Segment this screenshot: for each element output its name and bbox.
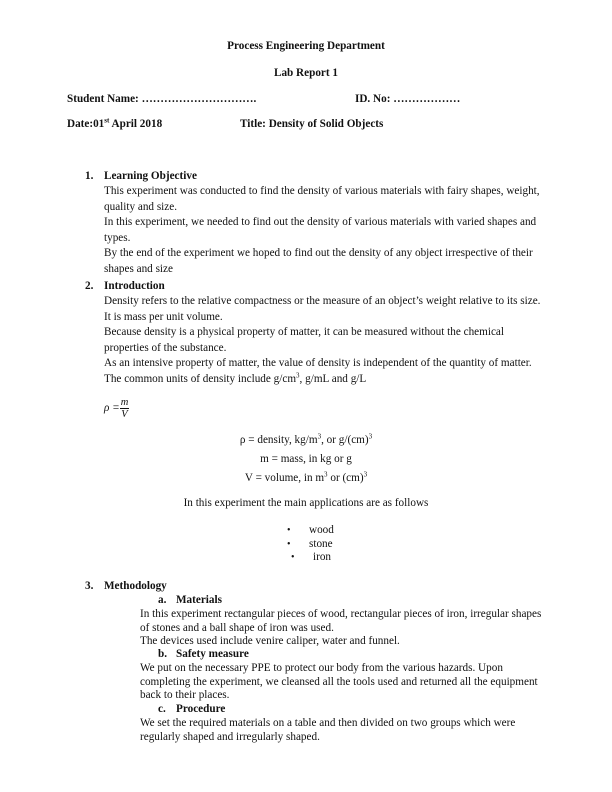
intro-unit-superscript: 3 xyxy=(296,371,300,380)
date-rest: April 2018 xyxy=(109,118,163,130)
formula-denominator: V xyxy=(121,409,128,420)
subsection-c-label: c. xyxy=(158,703,166,715)
intro-paragraph-3-end: , g/mL and g/L xyxy=(299,372,367,385)
definition-volume-text: V = volume, in m xyxy=(244,472,325,484)
subsection-b-label: b. xyxy=(158,648,168,660)
materials-paragraph-1: In this experiment rectangular pieces of wood, rectangular pieces of iron, irregular shapes of stones and a ball shape of iron was used. xyxy=(140,608,542,634)
definition-density xyxy=(0,434,612,446)
date-field xyxy=(67,118,162,130)
student-name-field: Student Name: …………………………. xyxy=(67,93,257,105)
formula-lhs: ρ = xyxy=(104,402,120,415)
definition-volume xyxy=(0,472,612,484)
experiment-title: Title: Density of Solid Objects xyxy=(240,118,384,130)
subsection-a-heading: Materials xyxy=(176,594,222,606)
id-number-field: ID. No: ……………… xyxy=(355,93,461,105)
materials-body xyxy=(140,608,544,649)
department-heading: Process Engineering Department xyxy=(227,40,385,52)
date-label: Date:01 xyxy=(67,118,105,130)
safety-body: We put on the necessary PPE to protect our body from the various hazards. Upon completing the experiment, we cleansed all the tools used and returned all the equipment back to their places. xyxy=(140,662,538,702)
section-3-number: 3. xyxy=(85,580,94,592)
applications-list xyxy=(309,524,334,565)
intro-paragraph-1: Density refers to the relative compactness or the measure of an object’s weight relative to its size. It is mass per unit volume. xyxy=(104,295,541,323)
objective-paragraph-3: By the end of the experiment we hoped to find out the density of any object irrespective of their shapes and size xyxy=(104,247,533,275)
section-2-heading: Introduction xyxy=(104,280,165,292)
date-suffix: st xyxy=(104,116,110,125)
definition-volume-alt: or (cm) xyxy=(327,472,364,484)
section-1-body xyxy=(104,184,544,278)
materials-paragraph-2: The devices used include venire caliper, water and funnel. xyxy=(140,635,400,648)
list-item: • iron xyxy=(313,551,338,565)
section-2-body xyxy=(104,294,544,388)
definition-density-text: ρ = density, kg/m xyxy=(239,434,318,446)
definition-volume-sup-1: 3 xyxy=(324,470,328,479)
report-title: Lab Report 1 xyxy=(273,67,339,79)
formula-fraction xyxy=(120,397,130,420)
definition-mass: m = mass, in kg or g xyxy=(260,453,352,465)
subsection-c-heading: Procedure xyxy=(176,703,226,715)
procedure-body: We set the required materials on a table and then divided on two groups which were regularly shaped and irregularly shaped. xyxy=(140,717,516,743)
intro-paragraph-3 xyxy=(104,356,544,387)
objective-paragraph-1: This experiment was conducted to find the density of various materials with fairy shapes, weight, quality and size. xyxy=(104,185,540,213)
definition-density-sup-1: 3 xyxy=(317,432,322,441)
density-formula xyxy=(104,397,129,420)
section-1-number: 1. xyxy=(85,170,94,182)
section-3-heading: Methodology xyxy=(104,580,167,592)
definition-volume-sup-2: 3 xyxy=(363,470,368,479)
subsection-b-heading: Safety measure xyxy=(176,648,249,660)
intro-paragraph-2: Because density is a physical property of matter, it can be measured without the chemical properties of the substance. xyxy=(104,326,504,354)
applications-intro: In this experiment the main applications are as follows xyxy=(183,497,429,509)
list-item: • stone xyxy=(309,538,334,552)
objective-paragraph-2: In this experiment, we needed to find out the density of various materials with varied shapes and types. xyxy=(104,216,537,244)
section-1-heading: Learning Objective xyxy=(104,170,197,182)
formula-numerator: m xyxy=(120,397,129,408)
definition-density-alt: , or g/(cm) xyxy=(321,434,369,446)
intro-paragraph-3-text: As an intensive property of matter, the value of density is independent of the quantity of matter. The common units of density include g/cm xyxy=(104,357,532,385)
definition-density-sup-2: 3 xyxy=(368,432,373,441)
list-item: • wood xyxy=(309,524,334,538)
section-2-number: 2. xyxy=(85,280,94,292)
subsection-a-label: a. xyxy=(158,594,167,606)
